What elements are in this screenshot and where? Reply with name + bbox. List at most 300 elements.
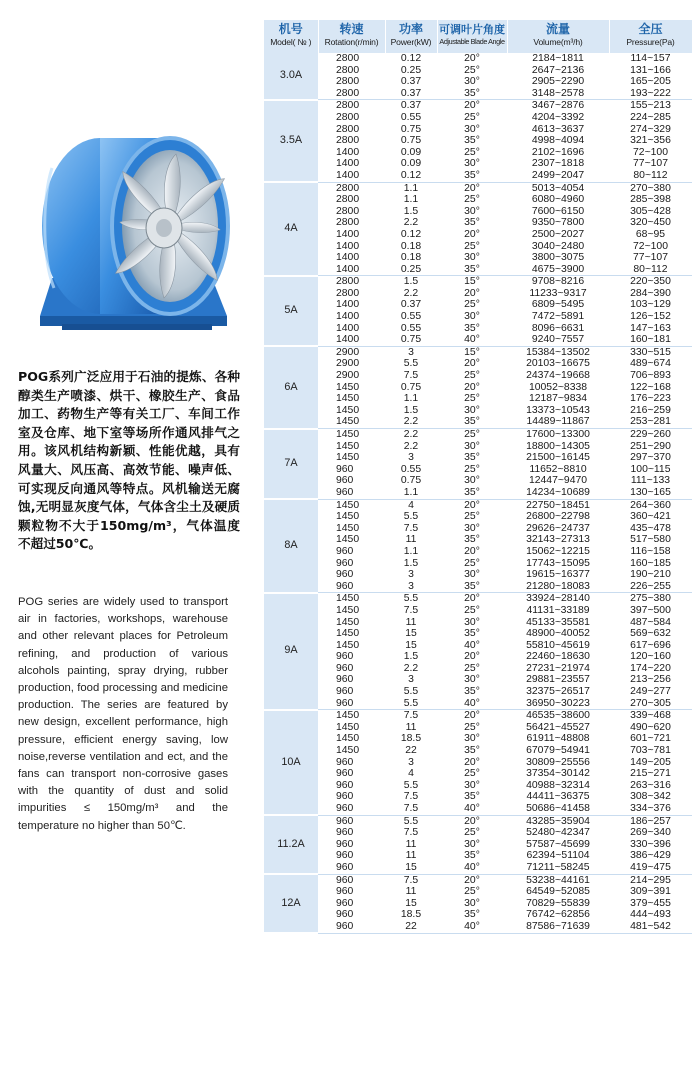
- blade-angle-cell: 40°: [437, 921, 507, 933]
- power-cell: 5.5: [403, 815, 419, 827]
- table-row: [264, 334, 692, 346]
- rotation-cell: 2800: [336, 182, 360, 194]
- volume-cell: 2307~1818: [531, 158, 585, 170]
- blade-angle-cell: 20°: [464, 228, 480, 240]
- table-row: [264, 124, 692, 136]
- table-row: [264, 640, 692, 652]
- pressure-cell: 308~342: [630, 791, 671, 803]
- blade-angle-cell: 25°: [464, 557, 480, 569]
- volume-cell: 3467~2876: [531, 100, 585, 112]
- volume-cell: 15384~13502: [526, 346, 590, 358]
- table-row: [264, 252, 692, 264]
- power-cell: 5.5: [403, 358, 419, 370]
- table-row: [264, 698, 692, 710]
- volume-cell: 33924~28140: [526, 593, 590, 605]
- pressure-cell: 321~356: [630, 135, 671, 147]
- rotation-cell: 1400: [336, 228, 360, 240]
- volume-cell: 11652~8810: [529, 463, 587, 475]
- pressure-cell: 419~475: [609, 862, 692, 874]
- volume-cell: 7472~5891: [531, 311, 585, 323]
- blade-angle-cell: 30°: [464, 616, 480, 628]
- table-row: [264, 581, 692, 593]
- volume-cell: 4998~4094: [531, 135, 585, 147]
- rotation-cell: 2800: [336, 276, 360, 288]
- table-row: [264, 593, 692, 605]
- rotation-cell: 2800: [336, 53, 360, 64]
- rotation-cell: 960: [336, 662, 354, 674]
- volume-cell: 8096~6631: [531, 322, 585, 334]
- blade-angle-cell: 35°: [437, 264, 507, 276]
- blade-angle-cell: 20°: [464, 100, 480, 112]
- table-row: [264, 745, 692, 757]
- blade-angle-cell: 40°: [437, 803, 507, 815]
- table-row: [264, 323, 692, 335]
- volume-cell: 43285~35904: [526, 815, 590, 827]
- table-row: [264, 733, 692, 745]
- power-cell: 11: [405, 838, 417, 850]
- rotation-cell: 1400: [336, 299, 360, 311]
- blade-angle-cell: 35°: [437, 170, 507, 182]
- model-cell: 7A: [264, 429, 318, 500]
- volume-cell: 14489~11867: [507, 416, 609, 428]
- blade-angle-cell: 30°: [464, 252, 480, 264]
- rotation-cell: 1450: [336, 393, 360, 405]
- table-row: [264, 558, 692, 570]
- pressure-cell: 386~429: [630, 850, 671, 862]
- power-cell: 1.5: [403, 205, 419, 217]
- power-cell: 3: [408, 674, 414, 686]
- table-row: [264, 229, 692, 241]
- pressure-cell: 130~165: [609, 487, 692, 499]
- pressure-cell: 216~259: [630, 404, 671, 416]
- rotation-cell: 960: [318, 487, 385, 499]
- blade-angle-cell: 25°: [464, 299, 480, 311]
- volume-cell: 4675~3900: [507, 264, 609, 276]
- power-cell: 3: [385, 581, 437, 593]
- volume-cell: 22750~18451: [526, 499, 590, 511]
- pressure-cell: 126~152: [630, 311, 671, 323]
- pressure-cell: 569~632: [630, 628, 671, 640]
- blade-angle-cell: 30°: [464, 440, 480, 452]
- power-cell: 1.1: [403, 393, 419, 405]
- power-cell: 3: [408, 569, 414, 581]
- rotation-cell: 1450: [336, 710, 360, 722]
- rotation-cell: 1400: [336, 146, 360, 158]
- power-cell: 0.09: [400, 146, 422, 158]
- power-cell: 11: [405, 721, 417, 733]
- table-row: [264, 487, 692, 499]
- pressure-cell: 320~450: [630, 217, 671, 229]
- pressure-cell: 297~370: [630, 452, 671, 464]
- power-cell: 0.37: [400, 299, 422, 311]
- rotation-cell: 960: [336, 838, 354, 850]
- pressure-cell: 122~168: [630, 381, 671, 393]
- blade-angle-cell: 25°: [464, 240, 480, 252]
- blade-angle-cell: 20°: [464, 358, 480, 370]
- power-cell: 7.5: [403, 791, 419, 803]
- pressure-cell: 114~157: [630, 53, 671, 64]
- power-cell: 5.5: [403, 511, 419, 523]
- table-row: [264, 628, 692, 640]
- volume-cell: 2905~2290: [531, 76, 585, 88]
- blade-angle-cell: 15°: [464, 346, 480, 358]
- volume-cell: 70829~55839: [526, 897, 590, 909]
- power-cell: 7.5: [403, 710, 419, 722]
- table-row: [264, 370, 692, 382]
- rotation-cell: 2800: [336, 76, 360, 88]
- power-cell: 1.5: [403, 651, 419, 663]
- volume-cell: 29881~23557: [526, 674, 590, 686]
- blade-angle-cell: 25°: [464, 511, 480, 523]
- column-header-power: 功率 Power(kW): [385, 20, 437, 53]
- blade-angle-cell: 35°: [464, 217, 480, 229]
- pressure-cell: 339~468: [630, 710, 671, 722]
- table-row: [264, 850, 692, 862]
- volume-cell: 24374~19668: [526, 370, 590, 382]
- volume-cell: 71211~58245: [507, 862, 609, 874]
- pressure-cell: 285~398: [630, 194, 671, 206]
- power-cell: 2.2: [403, 217, 419, 229]
- power-cell: 0.75: [400, 135, 422, 147]
- power-cell: 0.12: [400, 53, 422, 64]
- rotation-cell: 2800: [318, 88, 385, 100]
- table-row: [264, 276, 692, 288]
- table-row: [264, 264, 692, 276]
- power-cell: 0.12: [400, 228, 422, 240]
- volume-cell: 57587~45699: [526, 838, 590, 850]
- rotation-cell: 1400: [336, 240, 360, 252]
- blade-angle-cell: 30°: [464, 674, 480, 686]
- pressure-cell: 176~223: [630, 393, 671, 405]
- volume-cell: 13373~10543: [526, 404, 590, 416]
- power-cell: 15: [405, 897, 417, 909]
- volume-cell: 3040~2480: [531, 240, 585, 252]
- pressure-cell: 360~421: [630, 511, 671, 523]
- rotation-cell: 1450: [336, 452, 360, 464]
- volume-cell: 17743~15095: [526, 557, 590, 569]
- pressure-cell: 215~271: [630, 768, 671, 780]
- blade-angle-cell: 35°: [464, 745, 480, 757]
- table-row: [264, 194, 692, 206]
- table-row: [264, 393, 692, 405]
- pressure-cell: 330~515: [630, 346, 671, 358]
- volume-cell: 46535~38600: [526, 710, 590, 722]
- power-cell: 18.5: [400, 909, 422, 921]
- column-header-volume: 流量 Volume(m³/h): [507, 20, 609, 53]
- rotation-cell: 2900: [336, 358, 360, 370]
- table-row: [264, 605, 692, 617]
- blade-angle-cell: 20°: [464, 874, 480, 886]
- table-row: [264, 112, 692, 124]
- rotation-cell: 2900: [336, 370, 360, 382]
- volume-cell: 9240~7557: [507, 334, 609, 346]
- power-cell: 11: [405, 616, 417, 628]
- rotation-cell: 1450: [336, 511, 360, 523]
- blade-angle-cell: 30°: [464, 779, 480, 791]
- pressure-cell: 269~340: [630, 827, 671, 839]
- power-cell: 7.5: [403, 370, 419, 382]
- table-row: [264, 135, 692, 147]
- pressure-cell: 517~580: [630, 534, 671, 546]
- rotation-cell: 2800: [336, 287, 360, 299]
- pressure-cell: 444~493: [630, 909, 671, 921]
- blade-angle-cell: 30°: [464, 733, 480, 745]
- pressure-cell: 487~584: [630, 616, 671, 628]
- pressure-cell: 72~100: [633, 146, 668, 158]
- table-row: [264, 206, 692, 218]
- pressure-cell: 224~285: [630, 111, 671, 123]
- power-cell: 7.5: [403, 874, 419, 886]
- pressure-cell: 263~316: [630, 779, 671, 791]
- table-row: [264, 464, 692, 476]
- table-row: [264, 100, 692, 112]
- pressure-cell: 309~391: [630, 886, 671, 898]
- table-row: [264, 182, 692, 194]
- rotation-cell: 960: [336, 897, 354, 909]
- column-header-blade-angle: 可调叶片角度 Adjustable Blade Angle: [437, 20, 507, 53]
- rotation-cell: 960: [336, 463, 354, 475]
- power-cell: 0.12: [385, 170, 437, 182]
- blade-angle-cell: 25°: [464, 111, 480, 123]
- volume-cell: 5013~4054: [531, 182, 585, 194]
- blade-angle-cell: 30°: [464, 311, 480, 323]
- pressure-cell: 186~257: [630, 815, 671, 827]
- table-row: [264, 768, 692, 780]
- pressure-cell: 481~542: [609, 921, 692, 933]
- table-row: [264, 862, 692, 874]
- pressure-cell: 226~255: [609, 581, 692, 593]
- blade-angle-cell: 25°: [464, 827, 480, 839]
- blade-angle-cell: 30°: [464, 404, 480, 416]
- blade-angle-cell: 20°: [464, 53, 480, 64]
- model-cell: 6A: [264, 346, 318, 428]
- pressure-cell: 100~115: [630, 463, 671, 475]
- blade-angle-cell: 30°: [464, 569, 480, 581]
- power-cell: 11: [405, 886, 417, 898]
- blade-angle-cell: 25°: [464, 370, 480, 382]
- blade-angle-cell: 30°: [464, 158, 480, 170]
- volume-cell: 17600~13300: [526, 429, 590, 440]
- volume-cell: 61911~48808: [526, 733, 590, 745]
- volume-cell: 21500~16145: [526, 452, 590, 464]
- table-row: [264, 534, 692, 546]
- english-description: POG series are widely used to transport air in factories, workshops, warehouse and other relevant places for Petroleum refining, and production of various alcohols painting, spray drying, rubber production, food processing and medicine production. The series are featured by new design, excellent performance, high pressure, efficient energy saving, low noise,reverse ventilation and ect, and the fans can transport non-corrosive gases with the quantity of dust and solid impurities ≤ 150mg/m³ and the temperature no higher than 50℃.: [18, 596, 228, 832]
- pressure-cell: 190~210: [630, 569, 671, 581]
- table-row: [264, 663, 692, 675]
- table-row: [264, 382, 692, 394]
- table-row: [264, 475, 692, 487]
- pressure-cell: 334~376: [609, 803, 692, 815]
- model-cell: 8A: [264, 499, 318, 593]
- rotation-cell: 1400: [318, 170, 385, 182]
- rotation-cell: 960: [318, 581, 385, 593]
- rotation-cell: 1450: [336, 429, 360, 440]
- fan-spec-table: [264, 20, 693, 934]
- pressure-cell: 490~620: [630, 721, 671, 733]
- volume-cell: 2184~1811: [532, 53, 584, 64]
- rotation-cell: 960: [318, 921, 385, 933]
- volume-cell: 45133~35581: [526, 616, 590, 628]
- blade-angle-cell: 25°: [464, 604, 480, 616]
- table-row: [264, 874, 692, 886]
- blade-angle-cell: 35°: [464, 322, 480, 334]
- table-row: [264, 546, 692, 558]
- power-cell: 15: [405, 628, 417, 640]
- power-cell: 15: [385, 862, 437, 874]
- power-cell: 1.5: [403, 404, 419, 416]
- pressure-cell: 274~329: [630, 123, 671, 135]
- volume-cell: 30809~25556: [526, 756, 590, 768]
- volume-cell: 27231~21974: [526, 662, 590, 674]
- rotation-cell: 1450: [336, 628, 360, 640]
- pressure-cell: 264~360: [630, 499, 671, 511]
- rotation-cell: 1450: [336, 522, 360, 534]
- blade-angle-cell: 30°: [464, 76, 480, 88]
- volume-cell: 48900~40052: [526, 628, 590, 640]
- rotation-cell: 1450: [336, 404, 360, 416]
- pressure-cell: 330~396: [630, 838, 671, 850]
- table-row: [264, 815, 692, 827]
- rotation-cell: 1400: [336, 311, 360, 323]
- blade-angle-cell: 35°: [437, 416, 507, 428]
- power-cell: 0.75: [400, 123, 422, 135]
- table-row: [264, 523, 692, 535]
- volume-cell: 37354~30142: [526, 768, 590, 780]
- pressure-cell: 435~478: [630, 522, 671, 534]
- volume-cell: 14234~10689: [507, 487, 609, 499]
- column-header-model: 机号 Model( № ): [264, 20, 318, 53]
- pressure-cell: 72~100: [633, 240, 668, 252]
- rotation-cell: 1400: [336, 252, 360, 264]
- table-row: [264, 441, 692, 453]
- power-cell: 1.5: [403, 276, 419, 288]
- rotation-cell: 1450: [336, 593, 360, 605]
- blade-angle-cell: 25°: [464, 393, 480, 405]
- blade-angle-cell: 25°: [464, 146, 480, 158]
- volume-cell: 67079~54941: [526, 745, 590, 757]
- pressure-cell: 111~133: [630, 475, 671, 487]
- power-cell: 0.55: [400, 111, 422, 123]
- blade-angle-cell: 35°: [464, 534, 480, 546]
- volume-cell: 9708~8216: [531, 276, 585, 288]
- rotation-cell: 2800: [336, 111, 360, 123]
- blade-angle-cell: 35°: [464, 135, 480, 147]
- blade-angle-cell: 35°: [464, 628, 480, 640]
- power-cell: 11: [405, 534, 417, 546]
- rotation-cell: 1400: [336, 322, 360, 334]
- blade-angle-cell: 40°: [464, 639, 480, 651]
- blade-angle-cell: 40°: [437, 698, 507, 710]
- rotation-cell: 1450: [336, 604, 360, 616]
- pressure-cell: 220~350: [630, 276, 671, 288]
- blade-angle-cell: 35°: [464, 686, 480, 698]
- rotation-cell: 1450: [336, 499, 360, 511]
- blade-angle-cell: 20°: [464, 381, 480, 393]
- rotation-cell: 2900: [336, 346, 360, 358]
- table-row: [264, 686, 692, 698]
- volume-cell: 40988~32314: [526, 779, 590, 791]
- table-header: [264, 20, 692, 53]
- blade-angle-cell: 35°: [437, 581, 507, 593]
- table-row: [264, 722, 692, 734]
- rotation-cell: 960: [336, 686, 354, 698]
- pressure-cell: 160~181: [609, 334, 692, 346]
- rotation-cell: 2800: [336, 217, 360, 229]
- pressure-cell: 131~166: [630, 64, 671, 76]
- power-cell: 15: [405, 639, 417, 651]
- blade-angle-cell: 25°: [464, 194, 480, 206]
- column-header-rotation: 转速 Rotation(r/min): [318, 20, 385, 53]
- model-cell: 11.2A: [264, 815, 318, 874]
- rotation-cell: 960: [336, 674, 354, 686]
- power-cell: 1.1: [385, 487, 437, 499]
- power-cell: 2.2: [403, 429, 419, 440]
- pressure-cell: 116~158: [630, 545, 671, 557]
- table-row: [264, 651, 692, 663]
- power-cell: 2.2: [403, 440, 419, 452]
- pressure-cell: 214~295: [630, 874, 671, 886]
- blade-angle-cell: 25°: [464, 768, 480, 780]
- power-cell: 5.5: [403, 779, 419, 791]
- table-row: [264, 803, 692, 815]
- power-cell: 7.5: [385, 803, 437, 815]
- table-row: [264, 346, 692, 358]
- rotation-cell: 960: [336, 850, 354, 862]
- model-cell: 4A: [264, 182, 318, 276]
- blade-angle-cell: 30°: [464, 205, 480, 217]
- blade-angle-cell: 20°: [464, 651, 480, 663]
- rotation-cell: 1450: [336, 721, 360, 733]
- rotation-cell: 960: [336, 756, 354, 768]
- power-cell: 3: [408, 756, 414, 768]
- table-row: [264, 65, 692, 77]
- volume-cell: 44411~36375: [526, 791, 590, 803]
- power-cell: 4: [408, 768, 414, 780]
- power-cell: 18.5: [400, 733, 422, 745]
- volume-cell: 18800~14305: [526, 440, 590, 452]
- volume-cell: 3148~2578: [507, 88, 609, 100]
- rotation-cell: 960: [336, 768, 354, 780]
- table-row: [264, 674, 692, 686]
- power-cell: 7.5: [403, 522, 419, 534]
- table-row: [264, 53, 692, 65]
- rotation-cell: 960: [318, 862, 385, 874]
- power-cell: 7.5: [403, 604, 419, 616]
- table-row: [264, 147, 692, 159]
- volume-cell: 7600~6150: [531, 205, 585, 217]
- blade-angle-cell: 35°: [464, 791, 480, 803]
- volume-cell: 15062~12215: [526, 545, 590, 557]
- blade-angle-cell: 35°: [464, 909, 480, 921]
- volume-cell: 64549~52085: [526, 886, 590, 898]
- rotation-cell: 960: [336, 791, 354, 803]
- power-cell: 22: [385, 921, 437, 933]
- power-cell: 11: [405, 850, 417, 862]
- table-row: [264, 791, 692, 803]
- volume-cell: 9350~7800: [531, 217, 585, 229]
- volume-cell: 41131~33189: [526, 604, 590, 616]
- pressure-cell: 275~380: [630, 593, 671, 605]
- rotation-cell: 960: [336, 779, 354, 791]
- table-row: [264, 416, 692, 428]
- volume-cell: 87586~71639: [507, 921, 609, 933]
- rotation-cell: 960: [336, 886, 354, 898]
- blade-angle-cell: 20°: [464, 815, 480, 827]
- pressure-cell: 703~781: [630, 745, 671, 757]
- blade-angle-cell: 35°: [437, 487, 507, 499]
- rotation-cell: 960: [336, 827, 354, 839]
- volume-cell: 50686~41458: [507, 803, 609, 815]
